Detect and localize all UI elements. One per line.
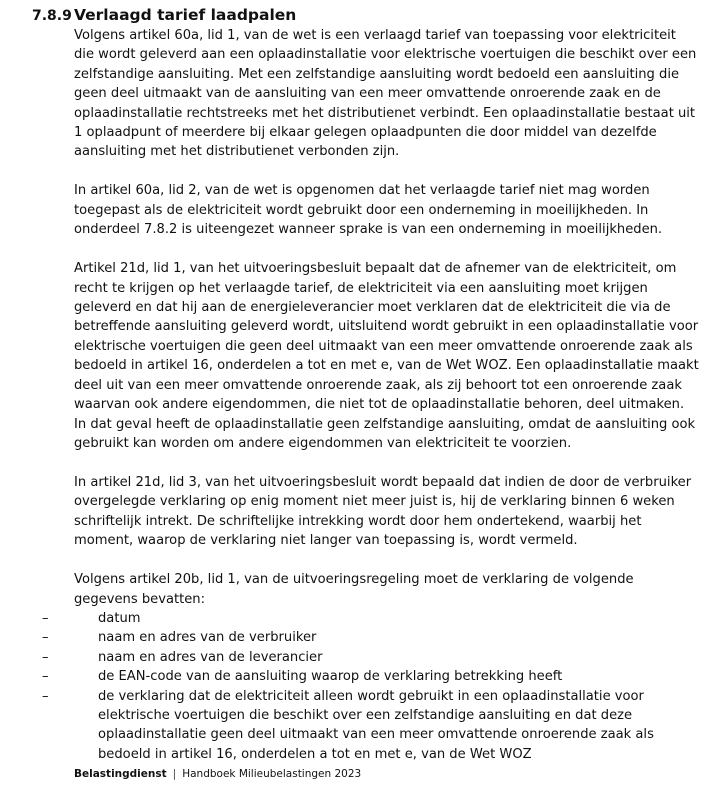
paragraph-2: In artikel 60a, lid 2, van de wet is opgenomen dat het verlaagde tarief niet mag worden toegepast als de elektriciteit wordt gebruikt door een onderneming in moeilijkheden. In onderdeel 7.8.2 is uiteengezet wanneer sprake is van een onderneming in moeilijkheden. bbox=[74, 183, 663, 238]
list-item: – de EAN-code van de aansluiting waarop de verklaring betrekking heeft bbox=[74, 667, 700, 686]
dash-marker: – bbox=[42, 669, 49, 685]
list-item: – de verklaring dat de elektriciteit alleen wordt gebruikt in een oplaadinstallatie voor elektrische voertuigen die beschikt over een zelfstandige aansluiting en dat deze oplaadinstallatie geen deel uitmaakt van een meer omvattende onroerende zaak als bedoeld in artikel 16, onderdelen a tot en met e, van de Wet WOZ bbox=[42, 688, 654, 762]
dash-marker: – bbox=[42, 649, 49, 665]
list-item: – naam en adres van de leverancier bbox=[74, 648, 700, 667]
paragraph-3: Artikel 21d, lid 1, van het uitvoeringsbesluit bepaalt dat de afnemer van de elektriciteit, om recht te krijgen op het verlaagde tarief, de elektriciteit via een aansluiting moet krijgen geleverd en dat hij aan de energieleverancier moet verklaren dat de elektriciteit die via de betreffende aansluiting geleverd wordt, uitsluitend wordt gebruikt in een oplaadinstallatie voor elektrische voertuigen die geen deel uitmaakt van een meer omvattende onroerende zaak als bedoeld in artikel 16, onderdelen a tot en met e, van de Wet WOZ. Een oplaadinstallatie maakt deel uit van een meer omvattende onroerende zaak, als zij behoort tot een onroerende zaak waarvan ook andere eigendommen, die niet tot de oplaadinstallatie behoren, deel uitmaken. In dat geval heeft de oplaadinstallatie geen zelfstandige aansluiting, omdat de aansluiting ook gebruikt kan worden om andere eigendommen van elektriciteit te voorzien. bbox=[74, 261, 699, 451]
footer-separator: | bbox=[172, 768, 177, 780]
dash-marker: – bbox=[42, 610, 49, 626]
required-data-list bbox=[42, 609, 700, 764]
section-number: 7.8.9 bbox=[32, 8, 72, 24]
paragraph-4: In artikel 21d, lid 3, van het uitvoeringsbesluit wordt bepaald dat indien de door de verbruiker overgelegde verklaring op enig moment niet meer juist is, hij de verklaring binnen 6 weken schriftelijk intrekt. De schriftelijke intrekking wordt door hem ondertekend, waarbij het moment, waarop de verklaring niet langer van toepassing is, wordt vermeld. bbox=[74, 474, 692, 549]
list-item: – naam en adres van de verbruiker bbox=[74, 628, 700, 647]
dash-marker: – bbox=[42, 688, 49, 704]
page-footer bbox=[74, 768, 361, 780]
paragraph-1: Volgens artikel 60a, lid 1, van de wet is een verlaagd tarief van toepassing voor elektriciteit die wordt geleverd aan een oplaadinstallatie voor elektrische voertuigen die beschikt over een zelfstandige aansluiting. Met een zelfstandige aansluiting wordt bedoeld een aansluiting die geen deel uitmaakt van de aansluiting van een meer omvattende onroerende zaak en de oplaadinstallatie rechtstreeks met het distributienet verbindt. Een oplaadinstallatie bestaat uit 1 oplaadpunt of meerdere bij elkaar gelegen oplaadpunten die door middel van dezelfde aansluiting met het distributienet verbonden zijn. bbox=[74, 28, 697, 160]
footer-organization: Belastingdienst bbox=[74, 768, 167, 780]
section-header bbox=[32, 6, 296, 24]
dash-marker: – bbox=[42, 630, 49, 646]
section-title: Verlaagd tarief laadpalen bbox=[74, 6, 297, 24]
list-intro: Volgens artikel 20b, lid 1, van de uitvoeringsregeling moet de verklaring de volgende gegevens bevatten: bbox=[74, 572, 634, 607]
footer-document-title: Handboek Milieubelastingen 2023 bbox=[182, 768, 362, 780]
section-body bbox=[42, 26, 700, 764]
list-item: – datum bbox=[74, 609, 700, 628]
